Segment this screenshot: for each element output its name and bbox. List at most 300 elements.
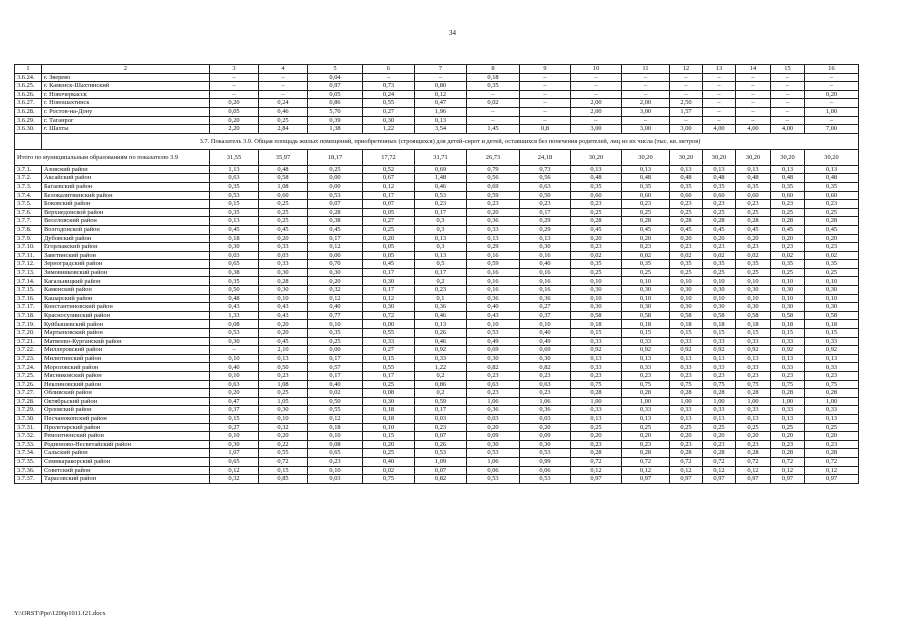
cell-value: 0,25 xyxy=(771,208,805,217)
cell-value: – xyxy=(703,99,736,108)
cell-value: 3,54 xyxy=(415,125,467,134)
cell-value: 0,02 xyxy=(363,466,415,475)
cell-value: 0,15 xyxy=(259,466,308,475)
table-row xyxy=(15,311,859,320)
row-code: 3.6.30. xyxy=(15,125,42,134)
cell-value: 0,30 xyxy=(571,303,622,312)
table-row xyxy=(15,337,859,346)
row-code: 3.7.37. xyxy=(15,475,42,484)
cell-value: 0,17 xyxy=(308,354,363,363)
row-name: Заветинский район xyxy=(42,251,210,260)
cell-value: 0,16 xyxy=(467,277,520,286)
cell-value: 0,45 xyxy=(736,225,771,234)
column-header: 12 xyxy=(670,65,703,74)
cell-value: 0,30 xyxy=(736,286,771,295)
cell-value: 0,48 xyxy=(571,174,622,183)
cell-value: 5,70 xyxy=(308,107,363,116)
row-code: 3.7.28. xyxy=(15,397,42,406)
cell-value: 0,25 xyxy=(771,268,805,277)
cell-value: 0,30 xyxy=(703,303,736,312)
cell-value: 30,20 xyxy=(703,149,736,165)
cell-value: 0,30 xyxy=(467,354,520,363)
column-header: 8 xyxy=(467,65,520,74)
cell-value: 0,35 xyxy=(805,260,859,269)
cell-value: 0,60 xyxy=(622,191,670,200)
table-row xyxy=(15,440,859,449)
cell-value: 0,72 xyxy=(259,457,308,466)
cell-value: 0,10 xyxy=(805,277,859,286)
cell-value: 0,13 xyxy=(415,234,467,243)
cell-value: 0,72 xyxy=(622,457,670,466)
table-row xyxy=(15,320,859,329)
table-row xyxy=(15,457,859,466)
cell-value: 0,36 xyxy=(415,303,467,312)
cell-value: 0,02 xyxy=(308,389,363,398)
page-number: 34 xyxy=(449,29,456,37)
cell-value: 0,72 xyxy=(771,457,805,466)
cell-value: 0,13 xyxy=(805,165,859,174)
cell-value: 0,12 xyxy=(363,294,415,303)
cell-value: 0,13 xyxy=(771,414,805,423)
row-name: Красносулинский район xyxy=(42,311,210,320)
cell-value: 0,30 xyxy=(210,440,259,449)
cell-value: 0,48 xyxy=(259,165,308,174)
table-row xyxy=(15,466,859,475)
table-row xyxy=(15,329,859,338)
cell-value: 0,60 xyxy=(259,191,308,200)
cell-value: 0,15 xyxy=(363,432,415,441)
row-name: Зимовниковский район xyxy=(42,268,210,277)
cell-value: 0,33 xyxy=(805,406,859,415)
cell-value: 0,17 xyxy=(415,406,467,415)
cell-value: 0,24 xyxy=(259,99,308,108)
cell-value: 2,84 xyxy=(259,125,308,134)
cell-value: 0,03 xyxy=(467,414,520,423)
cell-value: 0,15 xyxy=(771,329,805,338)
table-row xyxy=(15,380,859,389)
cell-value: 0,28 xyxy=(736,217,771,226)
cell-value: – xyxy=(703,82,736,91)
row-name: Орловский район xyxy=(42,406,210,415)
cell-value: 0,46 xyxy=(415,182,467,191)
cell-value: 0,28 xyxy=(259,277,308,286)
cell-value: 0,24 xyxy=(363,90,415,99)
cell-value: 0,13 xyxy=(210,217,259,226)
data-table xyxy=(14,64,859,484)
row-name: Обливский район xyxy=(42,389,210,398)
cell-value: 0,08 xyxy=(210,320,259,329)
cell-value: 0,35 xyxy=(703,260,736,269)
row-code: 3.7.9. xyxy=(15,234,42,243)
cell-value: 0,20 xyxy=(210,99,259,108)
cell-value: 0,35 xyxy=(805,182,859,191)
cell-value: 0,23 xyxy=(467,389,520,398)
cell-value: – xyxy=(703,116,736,125)
cell-value: 0,86 xyxy=(308,99,363,108)
column-header: 10 xyxy=(571,65,622,74)
cell-value: 0,75 xyxy=(805,380,859,389)
cell-value: 0,23 xyxy=(415,200,467,209)
cell-value: 0,27 xyxy=(210,423,259,432)
cell-value: 0,48 xyxy=(703,174,736,183)
cell-value: 0,23 xyxy=(736,372,771,381)
row-name: г. Каменск-Шахтинский xyxy=(42,82,210,91)
cell-value: 1,00 xyxy=(703,397,736,406)
cell-value: 2,00 xyxy=(622,99,670,108)
cell-value: 0,25 xyxy=(805,423,859,432)
row-code: 3.7.15. xyxy=(15,286,42,295)
cell-value: 0,15 xyxy=(670,329,703,338)
cell-value: 0,53 xyxy=(467,449,520,458)
cell-value: 0,72 xyxy=(703,457,736,466)
cell-value: 0,18 xyxy=(571,320,622,329)
cell-value: 0,25 xyxy=(259,200,308,209)
cell-value: 1,00 xyxy=(736,397,771,406)
cell-value: 0,53 xyxy=(415,191,467,200)
column-header: 15 xyxy=(771,65,805,74)
cell-value: 0,20 xyxy=(771,432,805,441)
cell-value: 0,23 xyxy=(622,200,670,209)
cell-value: 0,37 xyxy=(210,406,259,415)
row-name: Морозовский район xyxy=(42,363,210,372)
cell-value: 18,17 xyxy=(308,149,363,165)
cell-value: 0,33 xyxy=(571,363,622,372)
cell-value: 1,00 xyxy=(805,397,859,406)
row-code: 3.7.31. xyxy=(15,423,42,432)
cell-value: 1,13 xyxy=(210,165,259,174)
cell-value: – xyxy=(259,90,308,99)
row-name: Мясниковский район xyxy=(42,372,210,381)
cell-value: 0,33 xyxy=(670,337,703,346)
cell-value: 0,13 xyxy=(670,354,703,363)
cell-value: 0,13 xyxy=(571,414,622,423)
cell-value: 0,39 xyxy=(308,116,363,125)
cell-value: 0,23 xyxy=(703,372,736,381)
cell-value: – xyxy=(771,99,805,108)
cell-value: 3,00 xyxy=(571,125,622,134)
cell-value: 0,53 xyxy=(210,329,259,338)
column-header: 3 xyxy=(210,65,259,74)
cell-value: 0,10 xyxy=(308,466,363,475)
cell-value: 0,20 xyxy=(259,432,308,441)
cell-value: – xyxy=(670,82,703,91)
row-name: Азовский район xyxy=(42,165,210,174)
cell-value: – xyxy=(771,82,805,91)
cell-value: 2,10 xyxy=(259,346,308,355)
cell-value: 0,55 xyxy=(308,406,363,415)
cell-value: 0,13 xyxy=(736,165,771,174)
row-name: г. Шахты xyxy=(42,125,210,134)
row-code: 3.6.24. xyxy=(15,73,42,82)
cell-value: – xyxy=(736,116,771,125)
cell-value: 0,20 xyxy=(805,234,859,243)
row-name: Родионово-Несветайский район xyxy=(42,440,210,449)
cell-value: 0,23 xyxy=(520,372,571,381)
table-row xyxy=(15,423,859,432)
row-name: Куйбышевский район xyxy=(42,320,210,329)
cell-value: – xyxy=(520,116,571,125)
cell-value: 0,20 xyxy=(308,277,363,286)
cell-value: 0,33 xyxy=(622,337,670,346)
cell-value: 0,10 xyxy=(670,294,703,303)
row-code: 3.7.25. xyxy=(15,372,42,381)
cell-value: 0,75 xyxy=(771,380,805,389)
row-code: 3.7.17. xyxy=(15,303,42,312)
cell-value: 0,75 xyxy=(703,380,736,389)
cell-value: 0,32 xyxy=(259,423,308,432)
cell-value: 0,10 xyxy=(736,277,771,286)
cell-value: 0,58 xyxy=(670,311,703,320)
cell-value: 0,73 xyxy=(363,82,415,91)
table-row xyxy=(15,234,859,243)
cell-value: 0,38 xyxy=(210,268,259,277)
row-name: Волгодонской район xyxy=(42,225,210,234)
cell-value: 0,13 xyxy=(415,116,467,125)
cell-value: 0,33 xyxy=(670,406,703,415)
cell-value: 0,28 xyxy=(771,449,805,458)
cell-value: 0,25 xyxy=(259,389,308,398)
cell-value: 0,48 xyxy=(670,174,703,183)
cell-value: 0,22 xyxy=(259,440,308,449)
row-code: 3.6.26. xyxy=(15,90,42,99)
cell-value: 0,28 xyxy=(736,389,771,398)
row-name: Сальский район xyxy=(42,449,210,458)
row-code: 3.7.16. xyxy=(15,294,42,303)
cell-value: 0,35 xyxy=(571,182,622,191)
cell-value: 0,16 xyxy=(520,251,571,260)
cell-value: – xyxy=(805,73,859,82)
cell-value: 0,23 xyxy=(467,200,520,209)
cell-value: 0,13 xyxy=(736,354,771,363)
cell-value: 0,33 xyxy=(805,337,859,346)
cell-value: 0,55 xyxy=(259,449,308,458)
row-name: г. Зверево xyxy=(42,73,210,82)
cell-value: 0,25 xyxy=(259,208,308,217)
cell-value: 0,33 xyxy=(415,354,467,363)
cell-value: 1,48 xyxy=(415,174,467,183)
row-code: 3.7.6. xyxy=(15,208,42,217)
cell-value: 0,23 xyxy=(520,389,571,398)
cell-value: 0,97 xyxy=(736,475,771,484)
cell-value: 0,13 xyxy=(259,354,308,363)
cell-value: 2,20 xyxy=(210,125,259,134)
cell-value: 0,35 xyxy=(736,182,771,191)
row-name: Егорлыкский район xyxy=(42,243,210,252)
row-code: 3.7.29. xyxy=(15,406,42,415)
cell-value: 0,28 xyxy=(622,389,670,398)
cell-value: 0,60 xyxy=(736,191,771,200)
table-row xyxy=(15,277,859,286)
cell-value: 0,02 xyxy=(670,251,703,260)
cell-value: 0,48 xyxy=(210,294,259,303)
cell-value: 0,75 xyxy=(571,380,622,389)
row-name: г. Новошахтинск xyxy=(42,99,210,108)
cell-value: – xyxy=(736,73,771,82)
cell-value: 0,20 xyxy=(259,234,308,243)
cell-value: 0,17 xyxy=(363,191,415,200)
cell-value: 0,38 xyxy=(308,217,363,226)
cell-value: 0,15 xyxy=(363,354,415,363)
cell-value: 0,10 xyxy=(771,294,805,303)
row-code: 3.7.22. xyxy=(15,346,42,355)
column-header-row xyxy=(15,65,859,74)
cell-value: 0,33 xyxy=(771,363,805,372)
cell-value: 0,35 xyxy=(736,260,771,269)
cell-value: 1,07 xyxy=(210,449,259,458)
cell-value: 1,00 xyxy=(771,397,805,406)
cell-value: 30,20 xyxy=(571,149,622,165)
cell-value: 0,17 xyxy=(363,372,415,381)
cell-value: 0,28 xyxy=(736,449,771,458)
cell-value: 0,33 xyxy=(622,363,670,372)
cell-value: 0,30 xyxy=(259,268,308,277)
cell-value: 0,18 xyxy=(308,423,363,432)
cell-value: 0,75 xyxy=(622,380,670,389)
cell-value: 0,10 xyxy=(520,320,571,329)
cell-value: 0,16 xyxy=(520,286,571,295)
cell-value: 0,36 xyxy=(467,406,520,415)
cell-value: – xyxy=(467,90,520,99)
cell-value: 0,53 xyxy=(467,475,520,484)
cell-value: 0,18 xyxy=(805,320,859,329)
cell-value: 0,33 xyxy=(670,363,703,372)
cell-value: 0,35 xyxy=(210,182,259,191)
section-title-spacer xyxy=(15,133,42,149)
cell-value: 0,03 xyxy=(415,414,467,423)
table-row xyxy=(15,73,859,82)
cell-value: 0,25 xyxy=(308,337,363,346)
cell-value: 0,35 xyxy=(210,277,259,286)
cell-value: 0,30 xyxy=(771,286,805,295)
row-name: Ремонтненский район xyxy=(42,432,210,441)
cell-value: 0,48 xyxy=(622,174,670,183)
cell-value: 0,27 xyxy=(363,346,415,355)
cell-value: 0,69 xyxy=(467,346,520,355)
cell-value: – xyxy=(467,107,520,116)
cell-value: 0,30 xyxy=(771,303,805,312)
cell-value: 0,55 xyxy=(363,329,415,338)
cell-value: 0,12 xyxy=(308,243,363,252)
cell-value: 30,20 xyxy=(771,149,805,165)
cell-value: 0,13 xyxy=(415,320,467,329)
cell-value: 0,35 xyxy=(771,260,805,269)
row-name: Зерноградский район xyxy=(42,260,210,269)
cell-value: 0,35 xyxy=(308,329,363,338)
cell-value: 0,23 xyxy=(670,440,703,449)
row-name: г. Новочеркасск xyxy=(42,90,210,99)
row-name: г. Таганрог xyxy=(42,116,210,125)
cell-value: 0,13 xyxy=(805,414,859,423)
cell-value: 0,25 xyxy=(736,423,771,432)
cell-value: 0,63 xyxy=(467,380,520,389)
cell-value: 0,45 xyxy=(622,225,670,234)
cell-value: 0,58 xyxy=(805,311,859,320)
cell-value: 0,25 xyxy=(308,165,363,174)
cell-value: 0,75 xyxy=(736,380,771,389)
cell-value: 0,3 xyxy=(415,243,467,252)
cell-value: 0,20 xyxy=(363,234,415,243)
cell-value: 0,49 xyxy=(467,337,520,346)
cell-value: 0,25 xyxy=(703,208,736,217)
cell-value: 0,58 xyxy=(622,311,670,320)
cell-value: 0,23 xyxy=(571,372,622,381)
cell-value: 0,10 xyxy=(363,423,415,432)
column-header: 13 xyxy=(703,65,736,74)
cell-value: 0,23 xyxy=(771,440,805,449)
cell-value: 0,33 xyxy=(571,337,622,346)
cell-value: 1,08 xyxy=(259,182,308,191)
row-code: 3.7.13. xyxy=(15,268,42,277)
row-code: 3.7.33. xyxy=(15,440,42,449)
cell-value: 0,73 xyxy=(520,165,571,174)
cell-value: 0,23 xyxy=(703,440,736,449)
cell-value: – xyxy=(670,73,703,82)
cell-value: 0,23 xyxy=(771,372,805,381)
cell-value: 0,25 xyxy=(703,423,736,432)
cell-value: 0,15 xyxy=(571,329,622,338)
cell-value: 0,70 xyxy=(308,260,363,269)
cell-value: 0,33 xyxy=(363,337,415,346)
cell-value: 0,13 xyxy=(771,354,805,363)
cell-value: 31,55 xyxy=(210,149,259,165)
cell-value: 0,17 xyxy=(308,372,363,381)
cell-value: 0,58 xyxy=(703,311,736,320)
cell-value: 0,28 xyxy=(703,449,736,458)
cell-value: 0,33 xyxy=(467,225,520,234)
cell-value: 0,65 xyxy=(210,260,259,269)
cell-value: 0,23 xyxy=(771,200,805,209)
cell-value: 0,97 xyxy=(805,475,859,484)
cell-value: 0,58 xyxy=(736,311,771,320)
cell-value: 0,2 xyxy=(415,277,467,286)
cell-value: 0,18 xyxy=(467,73,520,82)
table-row xyxy=(15,268,859,277)
cell-value: 0,55 xyxy=(363,99,415,108)
row-name: Тарасовский район xyxy=(42,475,210,484)
cell-value: 0,30 xyxy=(670,303,703,312)
cell-value: 0,00 xyxy=(308,346,363,355)
cell-value: 0,16 xyxy=(467,286,520,295)
cell-value: 0,45 xyxy=(771,225,805,234)
cell-value: 30,20 xyxy=(736,149,771,165)
row-code: 3.6.27. xyxy=(15,99,42,108)
cell-value: 0,40 xyxy=(467,303,520,312)
row-code: 3.7.18. xyxy=(15,311,42,320)
cell-value: 0,10 xyxy=(622,294,670,303)
cell-value: 0,20 xyxy=(467,208,520,217)
cell-value: 0,23 xyxy=(259,372,308,381)
cell-value: 0,75 xyxy=(670,380,703,389)
cell-value: 0,28 xyxy=(703,217,736,226)
table-row xyxy=(15,294,859,303)
cell-value: 0,02 xyxy=(805,251,859,260)
cell-value: 0,33 xyxy=(703,363,736,372)
cell-value: 0,2 xyxy=(415,372,467,381)
table-row xyxy=(15,225,859,234)
table-row xyxy=(15,208,859,217)
table-row xyxy=(15,200,859,209)
cell-value: 0,28 xyxy=(571,389,622,398)
cell-value: 0,25 xyxy=(622,268,670,277)
table-row xyxy=(15,182,859,191)
cell-value: 0,35 xyxy=(622,260,670,269)
cell-value: 0,13 xyxy=(670,165,703,174)
cell-value: 0,97 xyxy=(670,475,703,484)
cell-value: 0,25 xyxy=(670,208,703,217)
cell-value: 0,53 xyxy=(308,191,363,200)
cell-value: 0,03 xyxy=(308,475,363,484)
cell-value: 0,02 xyxy=(467,99,520,108)
